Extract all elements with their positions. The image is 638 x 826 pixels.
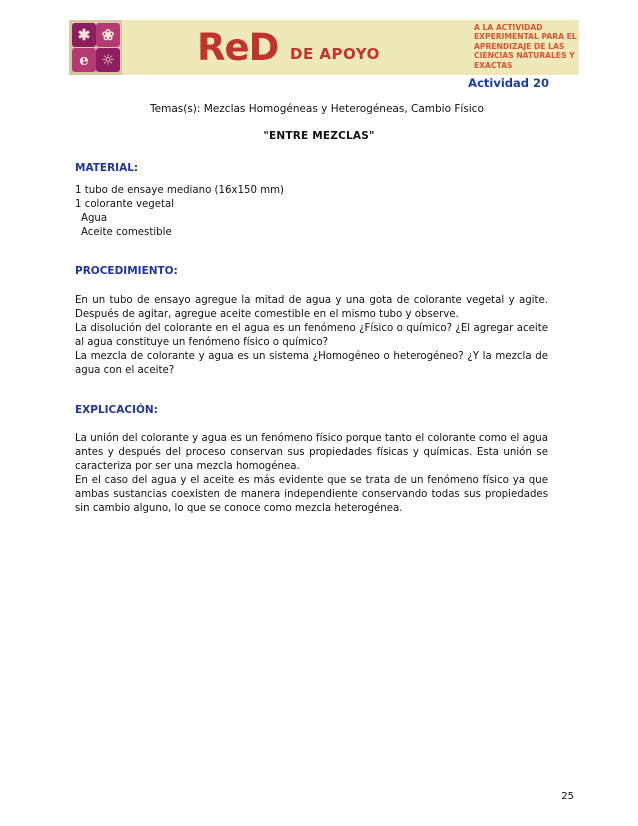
procedure-paragraph: La mezcla de colorante y agua es un sistema ¿Homogéneo o heterogéneo? ¿Y la mezcla de agua con el aceite? <box>75 351 548 376</box>
procedure-heading: PROCEDIMIENTO: <box>75 265 178 277</box>
material-item: Agua <box>81 213 108 224</box>
logo-tile-icon: e <box>72 48 96 72</box>
red-logo-subtitle: DE APOYO <box>290 45 380 63</box>
activity-title <box>0 130 638 142</box>
activity-title-text: "ENTRE MEZCLAS" <box>263 130 375 142</box>
explanation-paragraph: En el caso del agua y el aceite es más evidente que se trata de un fenómeno físico ya que ambas sustancias coexisten de manera independiente conservando todas sus propiedades sin cambio alguno, lo que se conoce como mezcla heterogénea. <box>75 475 548 514</box>
material-item: Aceite comestible <box>81 227 172 238</box>
material-list <box>75 184 548 240</box>
activity-number: Actividad 20 <box>468 76 549 90</box>
procedure-text <box>75 294 548 378</box>
explanation-text <box>75 432 548 516</box>
logo-tile-icon: ❀ <box>96 23 120 47</box>
material-heading: MATERIAL: <box>75 162 139 174</box>
logo-tile-icon: ☼ <box>96 48 120 72</box>
material-item: 1 colorante vegetal <box>75 199 175 210</box>
procedure-paragraph: En un tubo de ensayo agregue la mitad de agua y una gota de colorante vegetal y agite. Después de agitar, agregue aceite comestible en el mismo tubo y observe. <box>75 295 548 320</box>
material-item: 1 tubo de ensaye mediano (16x150 mm) <box>75 185 285 196</box>
page-number: 25 <box>561 791 574 802</box>
procedure-paragraph: La disolución del colorante en el agua es un fenómeno ¿Físico o químico? ¿El agregar aceite al agua constituye un fenómeno físico o químico? <box>75 323 548 348</box>
explanation-paragraph: La unión del colorante y agua es un fenómeno físico porque tanto el colorante como el agua antes y después del proceso conservan sus propiedades físicas y químicas. Esta unión se caracteriza por ser una mezcla homogénea. <box>75 433 548 472</box>
red-logo-wordmark: ReD <box>197 26 279 69</box>
header-tagline: A LA ACTIVIDAD EXPERIMENTAL PARA EL APRENDIZAJE DE LAS CIENCIAS NATURALES Y EXACTAS <box>474 23 577 70</box>
explanation-heading: EXPLICACIÓN: <box>75 404 158 416</box>
header-banner <box>69 20 579 75</box>
institution-logo <box>69 20 122 75</box>
topics-line: Temas(s): Mezclas Homogéneas y Heterogéneas, Cambio Físico <box>150 103 484 115</box>
logo-tile-icon: ✱ <box>72 23 96 47</box>
